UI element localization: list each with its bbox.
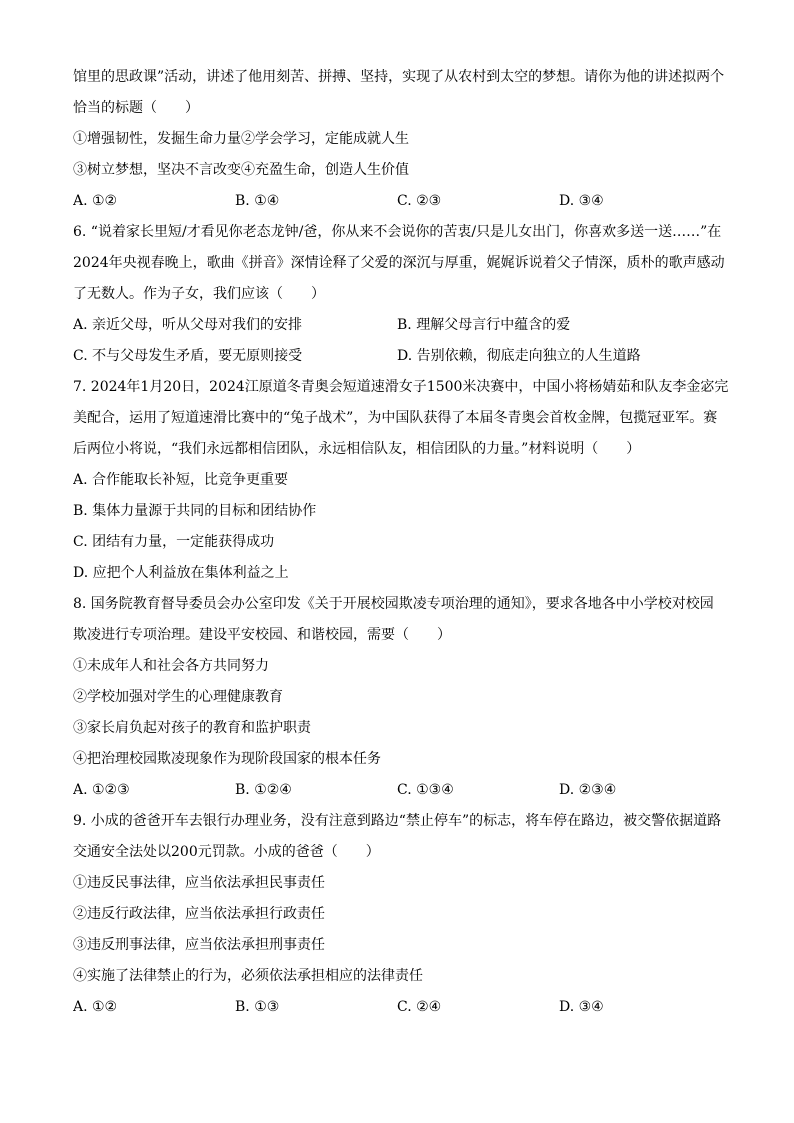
option-c: C. 团结有力量，一定能获得成功 (73, 534, 275, 550)
option-a: A. ①② (73, 193, 118, 209)
question-stem-line: 欺凌进行专项治理。建设平安校园、和谐校园，需要（ ） (73, 627, 451, 643)
question-5 (73, 62, 733, 217)
answer-options (73, 186, 733, 217)
statement-item: ④把治理校园欺凌现象作为现阶段国家的根本任务 (73, 751, 381, 767)
answer-options (73, 775, 733, 806)
option-b: B. 理解父母言行中蕴含的爱 (397, 317, 571, 333)
option-c: C. ①③④ (397, 782, 454, 798)
statement-item: ③家长肩负起对孩子的教育和监护职责 (73, 720, 311, 736)
option-d: D. ②③④ (559, 782, 617, 798)
question-stem-line: 9. 小成的爸爸开车去银行办理业务，没有注意到路边“禁止停车”的标志，将车停在路边，被交警依据道路 (73, 813, 722, 829)
question-stem-line: 2024年央视春晚上，歌曲《拼音》深情诠释了父爱的深沉与厚重，娓娓诉说着父子情深，质朴的歌声感动 (73, 255, 725, 271)
option-c: C. ②④ (397, 999, 442, 1015)
statement-item: ④实施了法律禁止的行为，必须依法承担相应的法律责任 (73, 968, 423, 984)
option-c: C. ②③ (397, 193, 442, 209)
question-6 (73, 217, 733, 372)
statement-item: ①违反民事法律，应当依法承担民事责任 (73, 875, 325, 891)
question-stem-line: 6. “说着家长里短/才看见你老态龙钟/爸，你从来不会说你的苦衷/只是儿女出门，你喜欢多送一送……”在 (73, 224, 722, 240)
option-a: A. 合作能取长补短，比竞争更重要 (73, 472, 289, 488)
answer-options (73, 310, 733, 341)
statement-item: ①未成年人和社会各方共同努力 (73, 658, 269, 674)
option-d: D. ③④ (559, 193, 604, 209)
question-7 (73, 372, 733, 589)
question-stem-line: 馆里的思政课”活动，讲述了他用刻苦、拼搏、坚持，实现了从农村到太空的梦想。请你为他的讲述拟两个 (73, 69, 725, 85)
option-b: B. 集体力量源于共同的目标和团结协作 (73, 503, 317, 519)
question-stem-line: 8. 国务院教育督导委员会办公室印发《关于开展校园欺凌专项治理的通知》，要求各地各中小学校对校园 (73, 596, 714, 612)
answer-options (73, 341, 733, 372)
statement-item: ②学校加强对学生的心理健康教育 (73, 689, 283, 705)
option-c: C. 不与父母发生矛盾，要无原则接受 (73, 348, 303, 364)
question-stem-line: 7. 2024年1月20日，2024江原道冬青奥会短道速滑女子1500米决赛中，中国小将杨婧茹和队友李金宓完 (73, 379, 729, 395)
exam-page (73, 62, 733, 1023)
statement-item: ②违反行政法律，应当依法承担行政责任 (73, 906, 325, 922)
question-stem-line: 了无数人。作为子女，我们应该（ ） (73, 286, 325, 302)
option-d: D. ③④ (559, 999, 604, 1015)
option-d: D. 应把个人利益放在集体利益之上 (73, 565, 289, 581)
option-b: B. ①②④ (235, 782, 292, 798)
question-stem-line: 恰当的标题（ ） (73, 100, 199, 116)
statement-item: ③违反刑事法律，应当依法承担刑事责任 (73, 937, 325, 953)
question-stem-line: 后两位小将说，“我们永远都相信团队，永远相信队友，相信团队的力量。”材料说明（ ） (73, 441, 641, 457)
statement-item: ③树立梦想，坚决不言改变④充盈生命，创造人生价值 (73, 162, 409, 178)
option-a: A. ①②③ (73, 782, 130, 798)
option-d: D. 告别依赖，彻底走向独立的人生道路 (397, 348, 641, 364)
question-8 (73, 589, 733, 806)
question-stem-line: 美配合，运用了短道速滑比赛中的“兔子战术”，为中国队获得了本届冬青奥会首枚金牌，包揽冠亚军。赛 (73, 410, 718, 426)
option-b: B. ①④ (235, 193, 280, 209)
option-a: A. ①② (73, 999, 118, 1015)
question-stem-line: 交通安全法处以200元罚款。小成的爸爸（ ） (73, 844, 380, 860)
option-b: B. ①③ (235, 999, 280, 1015)
question-9 (73, 806, 733, 1023)
answer-options (73, 992, 733, 1023)
statement-item: ①增强韧性，发掘生命力量②学会学习，定能成就人生 (73, 131, 409, 147)
option-a: A. 亲近父母，听从父母对我们的安排 (73, 317, 303, 333)
